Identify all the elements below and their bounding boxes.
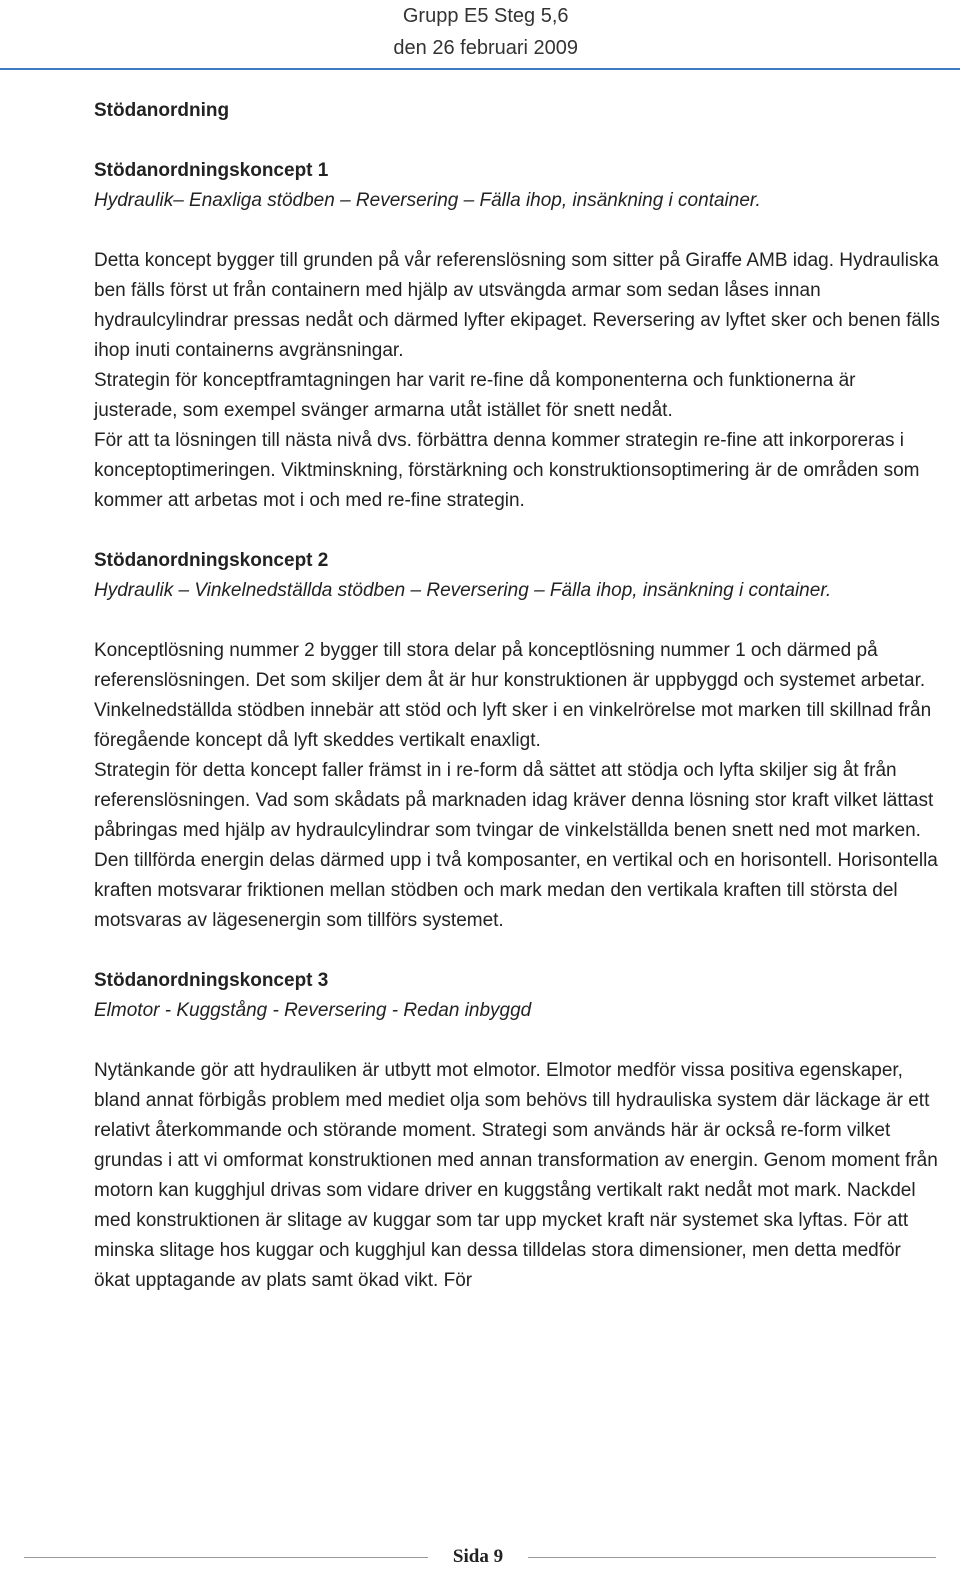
concept3-paragraph-1: Nytänkande gör att hydrauliken är utbytt mot elmotor. Elmotor medför vissa positiva egenskaper, bland annat förbigås problem med mediet olja som behövs till hydrauliska system där läckage är ett relativt återkommande och störande moment. Strategi som används här är också re-form vilket grundas i att vi omformat konstruktionen med annan transformation av energin. Genom moment från motorn kan kugghjul drivas som vidare driver en kuggstång vertikalt rakt nedåt mot mark. Nackdel med konstruktionen är slitage av kuggar som tar upp mycket kraft när systemet ska lyftas. För att minska slitage hos kuggar och kugghjul kan dessa tilldelas stora dimensioner, men detta medför ökat upptagande av plats samt ökad vikt. För [94, 1060, 938, 1291]
concept2-paragraph-2: Strategin för detta koncept faller främst in i re-form då sättet att stödja och lyfta skiljer sig åt från referenslösningen. Vad som skådats på marknaden idag kräver denna lösning stor kraft vilket lättast påbringas med hjälp av hydraulcylindrar som tvingar de vinkelställda benen snett ned mot marken. Den tillförda energin delas därmed upp i två komposanter, en vertikal och en horisontell. Horisontella kraften motsvarar friktionen mellan stödben och mark medan den vertikala kraften till största del motsvaras av lägesenergin som tillförs systemet. [94, 760, 938, 931]
concept2-subtitle: Hydraulik – Vinkelnedställda stödben – Reversering – Fälla ihop, insänkning i container. [94, 580, 832, 601]
header-rule [0, 68, 960, 70]
concept2-paragraph-1: Konceptlösning nummer 2 bygger till stora delar på konceptlösning nummer 1 och därmed på referenslösningen. Det som skiljer dem åt är hur konstruktionen är uppbyggd och systemet arbetar. Vinkelnedställda stödben innebär att stöd och lyft sker i en vinkelrörelse mot marken till skillnad från föregående koncept då lyft skeddes vertikalt enaxligt. [94, 640, 932, 751]
page-number: Sida 9 [428, 1542, 528, 1572]
concept1-paragraph-1: Detta koncept bygger till grunden på vår referenslösning som sitter på Giraffe AMB idag. Hydrauliska ben fälls först ut från containern med hjälp av utsvängda armar som sedan låses innan hydraulcylindrar pressas nedåt och därmed lyfter ekipaget. Reversering av lyftet sker och benen fälls ihop inuti containerns avgränsningar. [94, 250, 940, 361]
header-group: Grupp E5 Steg 5,6 [402, 5, 569, 27]
section-title: Stödanordning [94, 100, 230, 121]
document-body [94, 96, 940, 1296]
header-date: den 26 februari 2009 [393, 37, 578, 59]
concept1-subtitle: Hydraulik– Enaxliga stödben – Reversering – Fälla ihop, insänkning i container. [94, 190, 761, 211]
concept1-paragraph-2: Strategin för konceptframtagningen har varit re-fine då komponenterna och funktionerna är justerade, som exempel svänger armarna utåt istället för snett nedåt. [94, 370, 856, 421]
concept1-paragraph-3: För att ta lösningen till nästa nivå dvs. förbättra denna kommer strategin re-fine att inkorporeras i konceptoptimeringen. Viktminskning, förstärkning och konstruktionsoptimering är de områden som kommer att arbetas mot i och med re-fine strategin. [94, 430, 920, 511]
page-header [393, 0, 578, 64]
concept1-title: Stödanordningskoncept 1 [94, 160, 329, 181]
concept2-title: Stödanordningskoncept 2 [94, 550, 329, 571]
concept3-title: Stödanordningskoncept 3 [94, 970, 329, 991]
concept3-subtitle: Elmotor - Kuggstång - Reversering - Redan inbyggd [94, 1000, 532, 1021]
